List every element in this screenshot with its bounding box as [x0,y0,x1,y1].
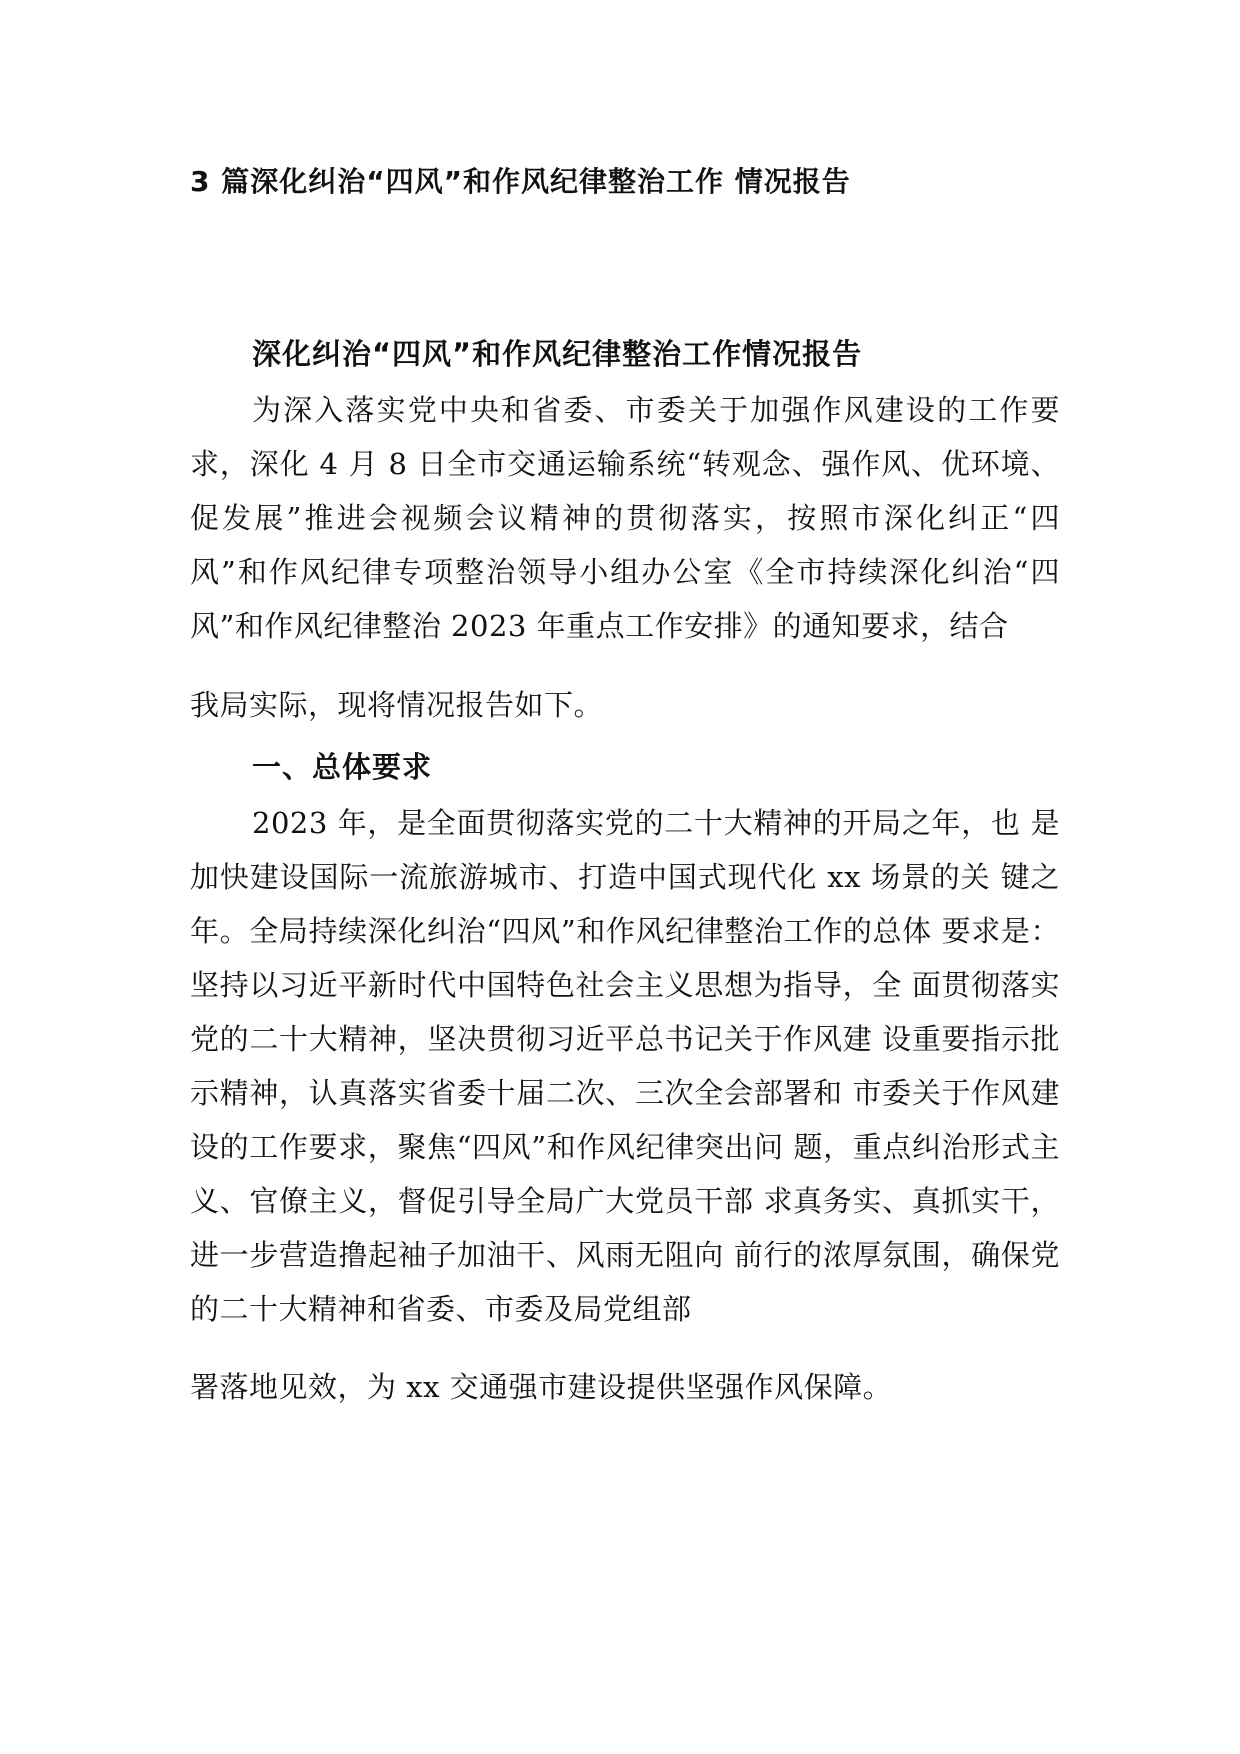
intro-paragraph-continuation: 我局实际，现将情况报告如下。 [190,688,604,722]
report-title: 深化纠治“四风”和作风纪律整治工作情况报告 [252,337,863,371]
section-heading-overall-requirements: 一、总体要求 [252,750,433,784]
intro-paragraph: 为深入落实党中央和省委、市委关于加强作风建设的工作要求，深化 4 月 8 日全市交通运输系统“转观念、强作风、优环境、 促发展”推进会视频会议精神的贯彻落实，按照市深化纠正“四 风”和作风纪律专项整治领导小组办公室《全市持续深化纠治“四 风”和作风纪律整治 2023 年重点工作安排》的通知要求，结合 [190,393,1060,643]
overall-requirements-paragraph-continuation: 署落地见效，为 xx 交通强市建设提供坚强作风保障。 [190,1370,893,1404]
document-header-title: 3 篇深化纠治“四风”和作风纪律整治工作 情况报告 [190,165,851,198]
overall-requirements-paragraph: 2023 年，是全面贯彻落实党的二十大精神的开局之年，也 是加快建设国际一流旅游城市、打造中国式现代化 xx 场景的关 键之年。全局持续深化纠治“四风”和作风纪律整治工作的总体 要求是：坚持以习近平新时代中国特色社会主义思想为指导，全 面贯彻落实党的二十大精神，坚决贯彻习近平总书记关于作风建 设重要指示批示精神，认真落实省委十届二次、三次全会部署和 市委关于作风建设的工作要求，聚焦“四风”和作风纪律突出问 题，重点纠治形式主义、官僚主义，督促引导全局广大党员干部 求真务实、真抓实干，进一步营造撸起袖子加油干、风雨无阻向 前行的浓厚氛围，确保党的二十大精神和省委、市委及局党组部 [190,806,1060,1326]
